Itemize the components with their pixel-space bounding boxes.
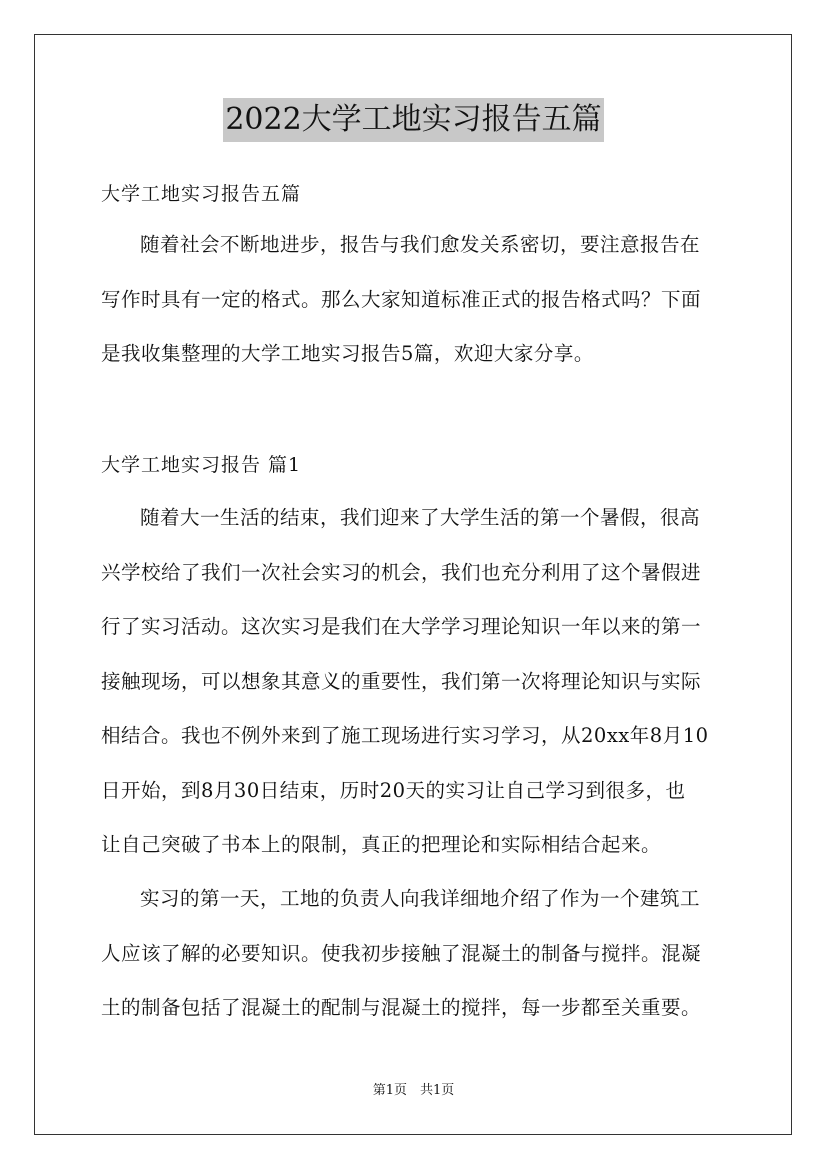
intro-paragraph xyxy=(101,218,727,382)
paragraph-line: 人应该了解的必要知识。使我初步接触了混凝土的制备与搅拌。混凝 xyxy=(101,941,702,965)
paragraph-line: 实习的第一天，工地的负责人向我详细地介绍了作为一个建筑工 xyxy=(140,887,701,910)
paragraph-line: 相结合。我也不例外来到了施工现场进行实习学习，从20xx年8月10 xyxy=(101,724,709,747)
paragraph-line: 行了实习活动。这次实习是我们在大学学习理论知识一年以来的第一 xyxy=(101,615,702,638)
paragraph-line: 土的制备包括了混凝土的配制与混凝土的搅拌，每一步都至关重要。 xyxy=(101,996,702,1019)
paragraph-line: 随着大一生活的结束，我们迎来了大学生活的第一个暑假，很高 xyxy=(140,506,701,529)
document-subtitle: 大学工地实习报告五篇 xyxy=(101,183,302,205)
paragraph-line: 兴学校给了我们一次社会实习的机会，我们也充分利用了这个暑假进 xyxy=(101,560,702,584)
document-title: 2022大学工地实习报告五篇 xyxy=(223,98,603,142)
section-heading: 大学工地实习报告 篇1 xyxy=(101,454,302,476)
paragraph-line: 让自己突破了书本上的限制，真正的把理论和实际相结合起来。 xyxy=(101,833,662,856)
intro-line: 随着社会不断地进步，报告与我们愈发关系密切，要注意报告在 xyxy=(140,233,701,256)
paragraph-line: 接触现场，可以想象其意义的重要性，我们第一次将理论知识与实际 xyxy=(101,669,702,693)
paragraph-line: 日开始，到8月30日结束，历时20天的实习让自己学习到很多，也 xyxy=(101,778,686,802)
body-paragraph-1 xyxy=(101,491,727,873)
page-footer: 第1页 共1页 xyxy=(372,1083,455,1098)
body-paragraph-2 xyxy=(101,872,727,1036)
intro-line: 写作时具有一定的格式。那么大家知道标准正式的报告格式吗？下面 xyxy=(101,287,702,311)
intro-line: 是我收集整理的大学工地实习报告5篇，欢迎大家分享。 xyxy=(101,342,594,365)
title-container xyxy=(0,98,827,142)
